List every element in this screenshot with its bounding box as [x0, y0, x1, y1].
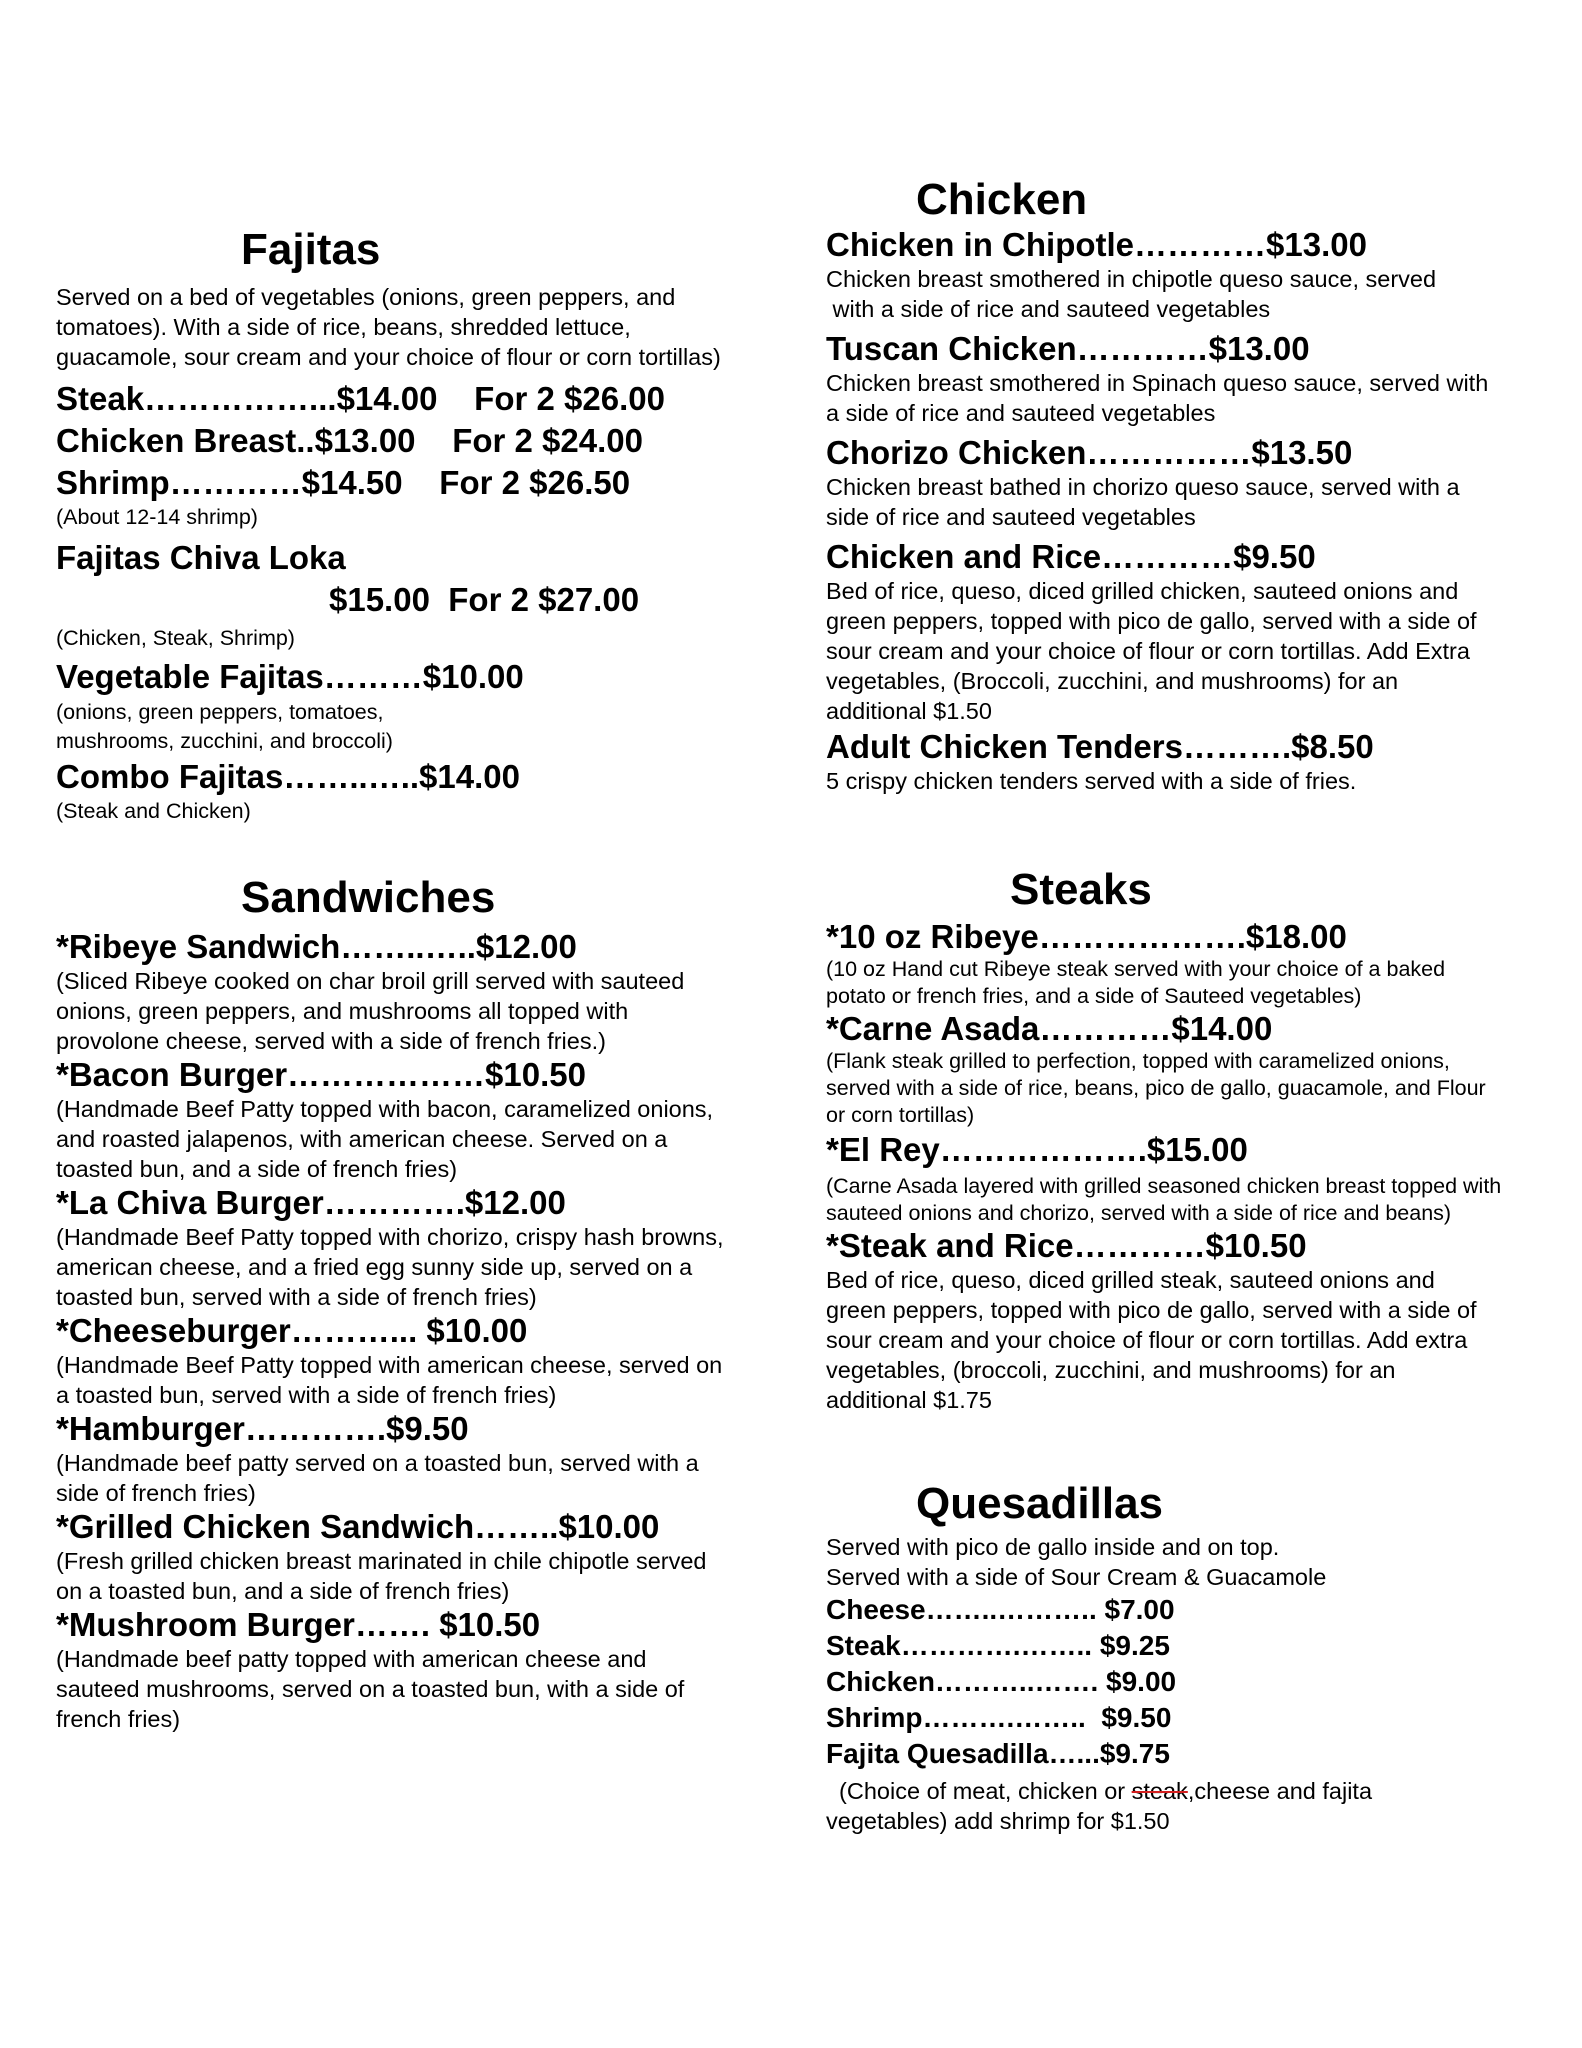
- sandwich-item-desc: sauteed mushrooms, served on a toasted bun, with a side of: [56, 1676, 685, 1702]
- chicken-item: [826, 728, 1566, 796]
- steak-item-name: *Steak and Rice…………$10.50: [826, 1227, 1307, 1264]
- steak-item-desc: (Flank steak grilled to perfection, topped with caramelized onions,: [826, 1049, 1450, 1073]
- steak-item-desc: Bed of rice, queso, diced grilled steak, sauteed onions and: [826, 1267, 1435, 1293]
- steak-item-name: *10 oz Ribeye……………….$18.00: [826, 918, 1347, 955]
- steaks-section: [826, 866, 1566, 1415]
- chicken-item-desc: with a side of rice and sauteed vegetables: [826, 296, 1271, 322]
- chicken-title: Chicken: [916, 175, 1088, 224]
- steak-item-desc: (Carne Asada layered with grilled seasoned chicken breast topped with: [826, 1174, 1502, 1198]
- chicken-item-desc: additional $1.50: [826, 698, 992, 724]
- sandwich-item: [56, 928, 796, 1056]
- chicken-item-desc: green peppers, topped with pico de gallo, served with a side of: [826, 608, 1477, 634]
- chicken-item-name: Chorizo Chicken……………$13.50: [826, 434, 1353, 471]
- chicken-item: [826, 434, 1566, 532]
- sandwich-item-name: *Hamburger………….$9.50: [56, 1410, 469, 1447]
- chicken-item-desc: a side of rice and sauteed vegetables: [826, 400, 1216, 426]
- steak-item: [826, 1131, 1566, 1227]
- chicken-item-name: Tuscan Chicken…………$13.00: [826, 330, 1310, 367]
- fajitas-intro: [56, 282, 796, 372]
- quesadilla-item: Fajita Quesadilla…...$9.75: [826, 1738, 1170, 1769]
- sandwich-item: [56, 1508, 796, 1606]
- fajitas-intro-line: tomatoes). With a side of rice, beans, shredded lettuce,: [56, 314, 631, 340]
- quesadilla-item: Cheese……..……….. $7.00: [826, 1594, 1175, 1625]
- steak-item-name: *El Rey……………….$15.00: [826, 1131, 1248, 1168]
- sandwich-item-desc: french fries): [56, 1706, 181, 1732]
- sandwich-item-desc: toasted bun, and a side of french fries): [56, 1156, 458, 1182]
- quesadillas-note-struck: steak: [1131, 1778, 1188, 1804]
- sandwich-item-name: *Bacon Burger………………$10.50: [56, 1056, 586, 1093]
- steak-item-desc: potato or french fries, and a side of Sauteed vegetables): [826, 984, 1362, 1008]
- sandwich-item-desc: (Handmade Beef Patty topped with bacon, caramelized onions,: [56, 1096, 714, 1122]
- steak-item: [826, 1227, 1566, 1415]
- steak-item: [826, 918, 1566, 1010]
- sandwiches-section: [56, 874, 796, 1734]
- chicken-item-desc: 5 crispy chicken tenders served with a side of fries.: [826, 768, 1357, 794]
- chicken-item-name: Chicken in Chipotle…………$13.00: [826, 226, 1367, 263]
- chicken-item-name: Adult Chicken Tenders……….$8.50: [826, 728, 1374, 765]
- fajitas-combo-note: (Steak and Chicken): [56, 799, 251, 823]
- fajitas-intro-line: guacamole, sour cream and your choice of flour or corn tortillas): [56, 344, 721, 370]
- sandwich-item-name: *Ribeye Sandwich……..…..$12.00: [56, 928, 577, 965]
- fajitas-vegetable-note-line: mushrooms, zucchini, and broccoli): [56, 729, 393, 753]
- sandwich-item-desc: on a toasted bun, and a side of french fries): [56, 1578, 510, 1604]
- sandwich-item-name: *Grilled Chicken Sandwich……..$10.00: [56, 1508, 660, 1545]
- quesadilla-item: Steak………….…….. $9.25: [826, 1630, 1170, 1661]
- fajitas-steak-item: Steak……………...$14.00 For 2 $26.00: [56, 380, 665, 417]
- chicken-item: [826, 226, 1566, 324]
- sandwich-item-desc: a toasted bun, served with a side of french fries): [56, 1382, 557, 1408]
- sandwich-item-name: *Mushroom Burger……. $10.50: [56, 1606, 541, 1643]
- sandwich-item-name: *Cheeseburger………... $10.00: [56, 1312, 528, 1349]
- steaks-title: Steaks: [1010, 865, 1152, 914]
- fajitas-combo-item: Combo Fajitas……..…..$14.00: [56, 758, 520, 795]
- quesadillas-note: [826, 1776, 1566, 1806]
- sandwich-item-desc: and roasted jalapenos, with american cheese. Served on a: [56, 1126, 668, 1152]
- fajitas-vegetable-item: Vegetable Fajitas………$10.00: [56, 658, 524, 695]
- quesadillas-note-suffix: ,cheese and fajita: [1187, 1778, 1373, 1804]
- quesadillas-note-prefix: (Choice of meat, chicken or: [826, 1778, 1132, 1804]
- steak-item-desc: or corn tortillas): [826, 1103, 975, 1127]
- fajitas-title: Fajitas: [241, 225, 381, 274]
- fajitas-vegetable-note-line: (onions, green peppers, tomatoes,: [56, 700, 384, 724]
- sandwich-item-desc: (Handmade beef patty topped with american cheese and: [56, 1646, 647, 1672]
- steak-item-desc: additional $1.75: [826, 1387, 992, 1413]
- chicken-item-desc: side of rice and sauteed vegetables: [826, 504, 1196, 530]
- sandwich-item-desc: provolone cheese, served with a side of french fries.): [56, 1028, 606, 1054]
- steak-item-name: *Carne Asada…………$14.00: [826, 1010, 1273, 1047]
- chicken-item-desc: Chicken breast smothered in Spinach queso sauce, served with: [826, 370, 1489, 396]
- sandwich-item-desc: onions, green peppers, and mushrooms all topped with: [56, 998, 629, 1024]
- fajitas-chiva-loka-note: (Chicken, Steak, Shrimp): [56, 626, 295, 650]
- fajitas-shrimp-item: Shrimp…………$14.50 For 2 $26.50: [56, 464, 631, 501]
- sandwich-item: [56, 1606, 796, 1734]
- steak-item-desc: green peppers, topped with pico de gallo, served with a side of: [826, 1297, 1477, 1323]
- quesadillas-title: Quesadillas: [916, 1479, 1164, 1528]
- chicken-item-desc: vegetables, (Broccoli, zucchini, and mushrooms) for an: [826, 668, 1399, 694]
- steak-item-desc: sauteed onions and chorizo, served with a side of rice and beans): [826, 1201, 1452, 1225]
- sandwiches-title: Sandwiches: [241, 873, 496, 922]
- sandwich-item-desc: (Handmade Beef Patty topped with chorizo, crispy hash browns,: [56, 1224, 724, 1250]
- fajitas-chiva-loka-item: Fajitas Chiva Loka: [56, 539, 346, 576]
- fajitas-intro-line: Served on a bed of vegetables (onions, green peppers, and: [56, 284, 676, 310]
- steak-item-desc: sour cream and your choice of flour or corn tortillas. Add extra: [826, 1327, 1468, 1353]
- sandwich-item: [56, 1184, 796, 1312]
- steak-item-desc: vegetables, (broccoli, zucchini, and mushrooms) for an: [826, 1357, 1396, 1383]
- sandwich-item-name: *La Chiva Burger………….$12.00: [56, 1184, 566, 1221]
- chicken-section: [826, 176, 1566, 796]
- quesadilla-item: Shrimp……….…….. $9.50: [826, 1702, 1172, 1733]
- fajitas-chicken-breast-item: Chicken Breast..$13.00 For 2 $24.00: [56, 422, 643, 459]
- sandwich-item-desc: (Handmade beef patty served on a toasted bun, served with a: [56, 1450, 699, 1476]
- chicken-item: [826, 330, 1566, 428]
- sandwich-item-desc: american cheese, and a fried egg sunny side up, served on a: [56, 1254, 693, 1280]
- fajitas-shrimp-note: (About 12-14 shrimp): [56, 505, 258, 529]
- steak-item-desc: served with a side of rice, beans, pico de gallo, guacamole, and Flour: [826, 1076, 1486, 1100]
- sandwich-item: [56, 1312, 796, 1410]
- fajitas-chiva-loka-price: $15.00 For 2 $27.00: [329, 581, 640, 618]
- sandwich-item: [56, 1410, 796, 1508]
- steak-item-desc: (10 oz Hand cut Ribeye steak served with your choice of a baked: [826, 957, 1446, 981]
- sandwich-item-desc: (Handmade Beef Patty topped with american cheese, served on: [56, 1352, 723, 1378]
- chicken-item-desc: Chicken breast smothered in chipotle queso sauce, served: [826, 266, 1437, 292]
- sandwich-item-desc: (Fresh grilled chicken breast marinated in chile chipotle served: [56, 1548, 707, 1574]
- steak-item: [826, 1010, 1566, 1129]
- sandwich-item-desc: toasted bun, served with a side of french fries): [56, 1284, 537, 1310]
- quesadillas-section: [826, 1480, 1566, 1836]
- sandwich-item: [56, 1056, 796, 1184]
- quesadilla-item: Chicken………..……. $9.00: [826, 1666, 1177, 1697]
- quesadillas-note-line2: vegetables) add shrimp for $1.50: [826, 1808, 1170, 1834]
- chicken-item-desc: Chicken breast bathed in chorizo queso sauce, served with a: [826, 474, 1460, 500]
- quesadillas-intro-line: Served with a side of Sour Cream & Guacamole: [826, 1564, 1327, 1590]
- sandwich-item-desc: side of french fries): [56, 1480, 256, 1506]
- fajitas-section: [56, 226, 796, 825]
- chicken-item-name: Chicken and Rice…………$9.50: [826, 538, 1316, 575]
- chicken-item: [826, 538, 1566, 726]
- sandwich-item-desc: (Sliced Ribeye cooked on char broil grill served with sauteed: [56, 968, 685, 994]
- chicken-item-desc: Bed of rice, queso, diced grilled chicken, sauteed onions and: [826, 578, 1459, 604]
- chicken-item-desc: sour cream and your choice of flour or corn tortillas. Add Extra: [826, 638, 1470, 664]
- quesadillas-intro-line: Served with pico de gallo inside and on top.: [826, 1534, 1280, 1560]
